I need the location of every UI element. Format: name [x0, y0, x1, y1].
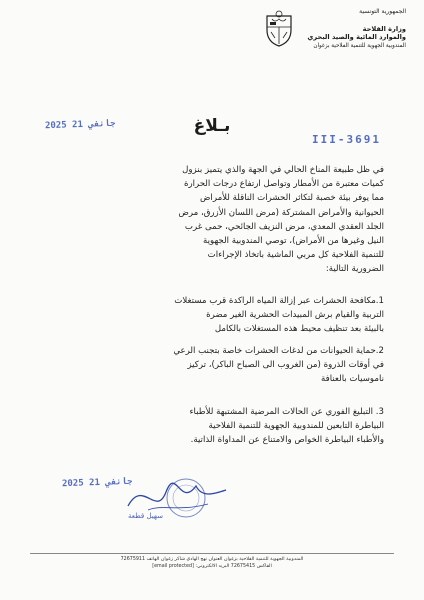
item-line: 3. التبليغ الفوري عن الحالات المرضية المشتبهة للأطباء [189, 407, 384, 417]
measure-item-2 [38, 344, 384, 387]
date-stamp: 2025 جانفي 21 [44, 118, 116, 132]
reference-number-stamp: III-3691 [312, 133, 381, 146]
item-line: بالبيئة بعد تنظيف محيط هذه المستغلات بالكامل [214, 324, 384, 335]
intro-line: النيل وغيرها من الأمراض)، توصي المندوبية الجهوية [203, 236, 384, 247]
item-line: التربية والقيام برش المبيدات الحشرية الغير مضرة [206, 310, 384, 321]
intro-line: مما يوفر بيئة خصبة لتكاثر الحشرات الناقلة للأمراض [200, 193, 384, 204]
item-line: البياطرة التابعين للمندوبية الجهوية للتنمية الفلاحية [208, 421, 384, 432]
item-line: والأطباء البياطرة الخواص والامتناع عن المداواة الذاتية. [190, 435, 384, 446]
intro-line: كميات معتبرة من الأمطار وتواصل ارتفاع درجات الحرارة [183, 179, 384, 190]
intro-line: في ظل طبيعة المناخ الحالي في الجهة والذي يتميز بنزول [182, 165, 384, 175]
letterhead-line: الجمهورية التونسية [359, 8, 406, 15]
letterhead-line: المندوبية الجهوية للتنمية الفلاحية بزغوان [313, 42, 406, 49]
date-stamp: 2025 جانفي 21 [61, 476, 133, 490]
item-line: 2.حماية الحيوانات من لدغات الحشرات خاصة بتجنب الرعي [173, 346, 384, 356]
footer-line: المندوبية الجهوية للتنمية الفلاحية بزغوان العنوان نهج الهادي شاكر زغوان الهاتف 72675911 [120, 557, 304, 562]
measure-item-3 [38, 405, 384, 448]
letterhead [236, 8, 406, 50]
measure-item-1 [38, 294, 384, 337]
footer-divider [30, 553, 394, 554]
letterhead-line: والموارد المائية والصيد البحري [307, 33, 406, 42]
intro-line: الجلد العقدي المعدي، مرض النزيف الجائحي، حمى غرب [184, 221, 384, 232]
footer-contact [30, 556, 394, 570]
item-line: في أوقات الذروة (من الغروب الى الصباح الباكر)، تركيز [187, 360, 384, 371]
letterhead-line: وزارة الفلاحة [362, 24, 406, 33]
item-line: 1.مكافحة الحشرات عبر إزالة المياه الراكدة قرب مستغلات [174, 296, 384, 306]
intro-paragraph [38, 163, 384, 277]
intro-line: الضرورية التالية: [325, 264, 384, 275]
item-line: ناموسيات بالعنافة [321, 374, 384, 385]
intro-line: للتنمية الفلاحية كل مربي الماشية باتخاذ الإجراءات [207, 250, 384, 261]
intro-line: الحيوانية والأمراض المشتركة (مرض اللسان الأزرق، مرض [178, 207, 384, 218]
document-title: بـلاغ [193, 116, 231, 136]
footer-line: الفاكس 72675415 البريد الالكتروني: [email protected] [152, 564, 272, 569]
signatory-name: سهيل قطعة [128, 512, 163, 520]
